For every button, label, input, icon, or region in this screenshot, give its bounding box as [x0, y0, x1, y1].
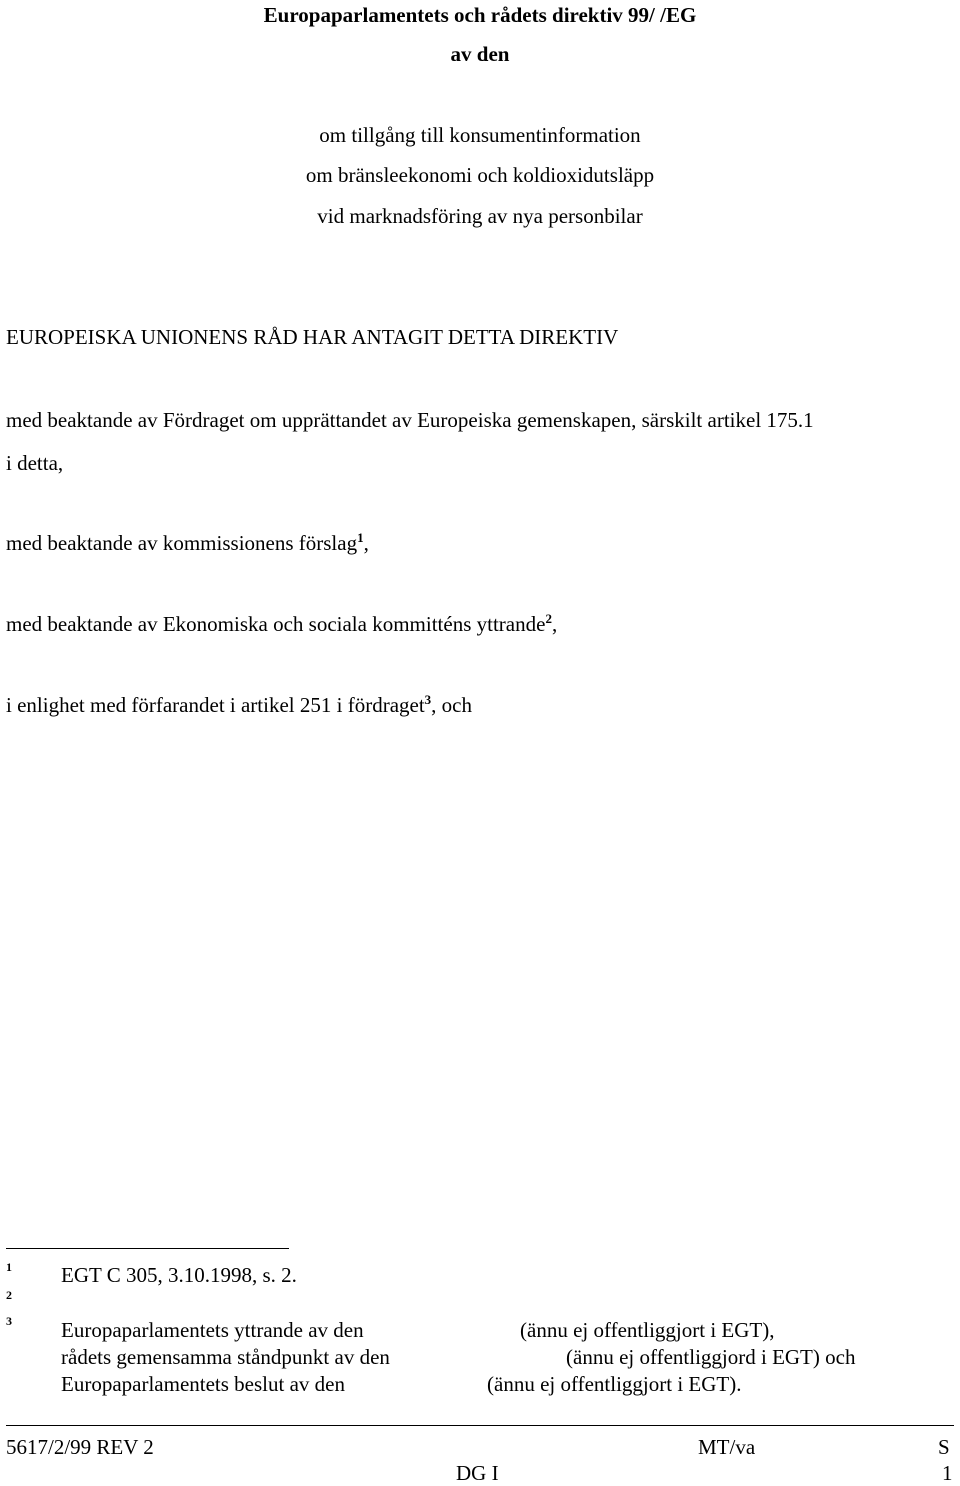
footer-initials: MT/va: [698, 1435, 756, 1459]
footnote-mark-3: 3: [6, 1314, 12, 1328]
recital-commission-text: med beaktande av kommissionens förslag: [6, 531, 358, 555]
document-title: Europaparlamentets och rådets direktiv 99/ /EG: [263, 3, 697, 27]
recital-procedure: [6, 693, 472, 718]
enacting-formula: EUROPEISKA UNIONENS RÅD HAR ANTAGIT DETTA DIREKTIV: [6, 325, 619, 349]
footnote-1-text: EGT C 305, 3.10.1998, s. 2.: [61, 1263, 297, 1287]
footnote-3-line-3-right: (ännu ej offentliggjort i EGT).: [487, 1372, 742, 1396]
recital-esc-text: med beaktande av Ekonomiska och sociala kommitténs yttrande: [6, 612, 546, 636]
footer-directorate: DG I: [456, 1461, 499, 1485]
footnote-mark-1: 1: [6, 1260, 12, 1274]
subject-line-2: om bränsleekonomi och koldioxidutsläpp: [305, 163, 655, 187]
recital-esc-end: ,: [551, 612, 558, 636]
footer-language: S: [938, 1435, 950, 1459]
footnote-mark-2: 2: [6, 1288, 12, 1302]
subject-line-1: om tillgång till konsumentinformation: [319, 123, 641, 147]
recital-procedure-text: i enlighet med förfarandet i artikel 251 i fördraget: [6, 693, 425, 717]
footnote-ref-2: 2: [545, 611, 552, 626]
footnote-3-line-1-right: (ännu ej offentliggjort i EGT),: [520, 1318, 775, 1342]
subject-line-3: vid marknadsföring av nya personbilar: [317, 204, 643, 228]
recital-treaty-line-1: med beaktande av Fördraget om upprättandet av Europeiska gemenskapen, särskilt artikel 175.1: [6, 408, 814, 432]
footnote-3-line-2-left: rådets gemensamma ståndpunkt av den: [61, 1345, 390, 1369]
recital-procedure-end: , och: [431, 693, 472, 717]
footnote-3-line-2-right: (ännu ej offentliggjord i EGT) och: [566, 1345, 856, 1369]
document-date-line: av den: [450, 42, 510, 66]
footnote-ref-3: 3: [424, 692, 432, 707]
recital-treaty-line-2: i detta,: [6, 451, 64, 475]
footnote-separator: [6, 1248, 289, 1249]
recital-commission: [6, 531, 369, 556]
footnote-3-line-1-left: Europaparlamentets yttrande av den: [61, 1318, 364, 1342]
footer-rule: [6, 1425, 954, 1426]
footer-doc-ref: 5617/2/99 REV 2: [6, 1435, 154, 1459]
recital-esc: [6, 612, 557, 637]
footnote-3-line-3-left: Europaparlamentets beslut av den: [61, 1372, 345, 1396]
footnote-ref-1: 1: [357, 530, 364, 545]
recital-commission-end: ,: [363, 531, 369, 555]
footer-page-number: 1: [942, 1461, 953, 1485]
